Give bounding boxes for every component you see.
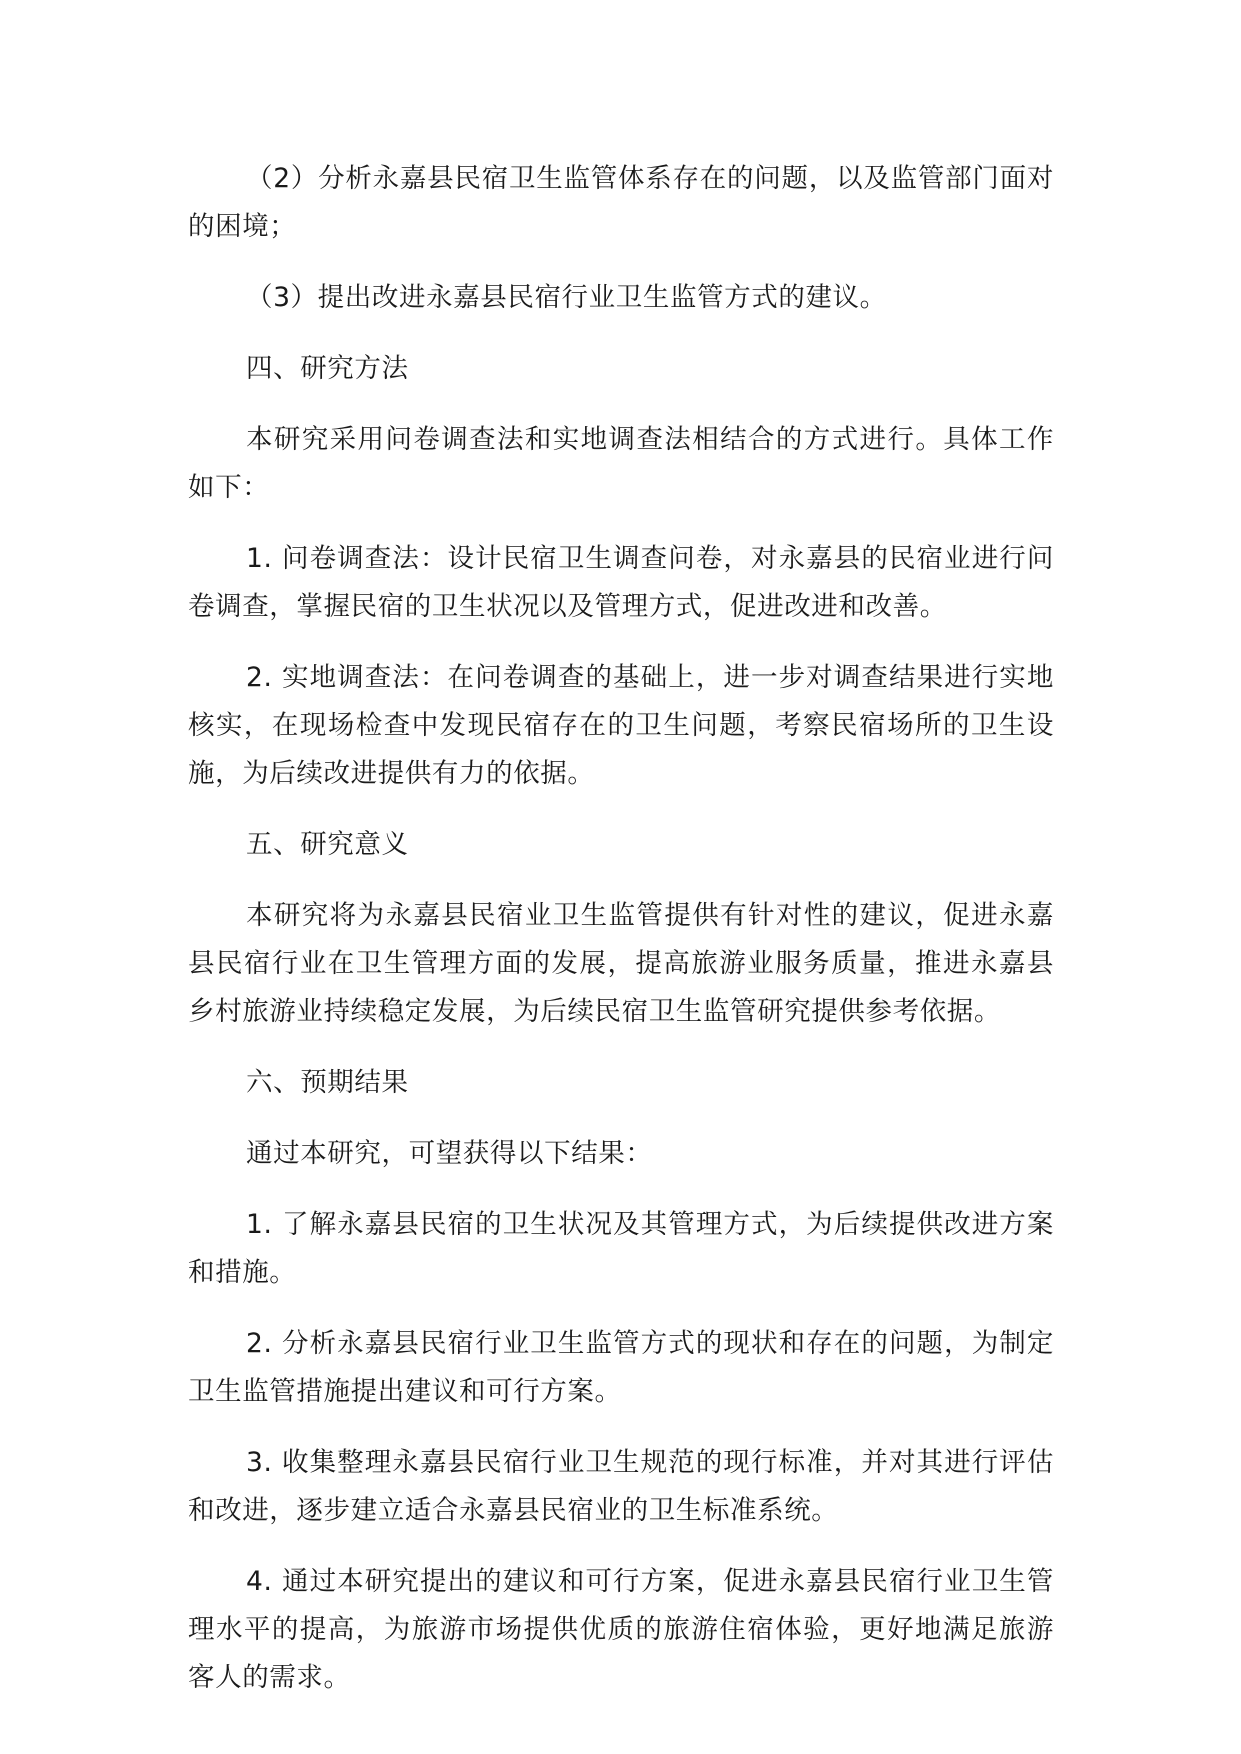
- significance-body: 本研究将为永嘉县民宿业卫生监管提供有针对性的建议，促进永嘉县民宿行业在卫生管理方面的发展，提高旅游业服务质量，推进永嘉县乡村旅游业持续稳定发展，为后续民宿卫生监管研究提供参考依据。: [188, 900, 1054, 1027]
- method-item-questionnaire: 1. 问卷调查法：设计民宿卫生调查问卷，对永嘉县的民宿业进行问卷调查，掌握民宿的卫生状况以及管理方式，促进改进和改善。: [188, 543, 1054, 622]
- result-item-2: 2. 分析永嘉县民宿行业卫生监管方式的现状和存在的问题，为制定卫生监管措施提出建议和可行方案。: [188, 1328, 1054, 1407]
- methods-intro: 本研究采用问卷调查法和实地调查法相结合的方式进行。具体工作如下：: [188, 424, 1054, 503]
- expected-results-intro: 通过本研究，可望获得以下结果：: [246, 1138, 653, 1169]
- section-heading-expected-results: 六、预期结果: [246, 1067, 409, 1098]
- result-item-4: 4. 通过本研究提出的建议和可行方案，促进永嘉县民宿行业卫生管理水平的提高，为旅游市场提供优质的旅游住宿体验，更好地满足旅游客人的需求。: [188, 1566, 1054, 1693]
- section-heading-methods: 四、研究方法: [246, 353, 409, 384]
- section-heading-significance: 五、研究意义: [246, 829, 409, 860]
- objective-item-2: （2）分析永嘉县民宿卫生监管体系存在的问题，以及监管部门面对的困境；: [188, 163, 1054, 242]
- document-body: [188, 155, 1054, 1725]
- method-item-field-survey: 2. 实地调查法：在问卷调查的基础上，进一步对调查结果进行实地核实，在现场检查中发现民宿存在的卫生问题，考察民宿场所的卫生设施，为后续改进提供有力的依据。: [188, 662, 1054, 789]
- result-item-3: 3. 收集整理永嘉县民宿行业卫生规范的现行标准，并对其进行评估和改进，逐步建立适合永嘉县民宿业的卫生标准系统。: [188, 1447, 1054, 1526]
- result-item-1: 1. 了解永嘉县民宿的卫生状况及其管理方式，为后续提供改进方案和措施。: [188, 1209, 1054, 1288]
- objective-item-3: （3）提出改进永嘉县民宿行业卫生监管方式的建议。: [246, 282, 887, 313]
